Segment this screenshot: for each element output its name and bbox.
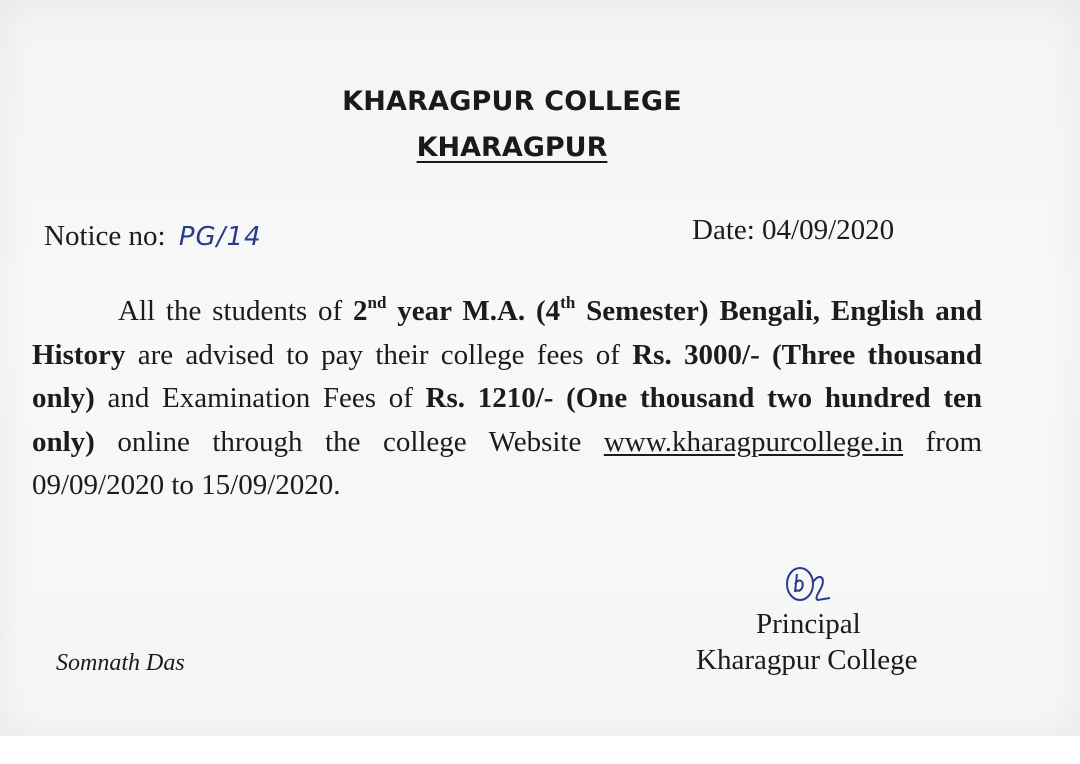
college-website-link[interactable]: www.kharagpurcollege.in (603, 425, 904, 458)
body-subjects: Semester) Bengali, English and History (32, 295, 982, 371)
body-exam-label: and Examination Fees of (94, 382, 426, 414)
notice-date: Date: 04/09/2020 (692, 214, 895, 246)
notice-number-line (44, 220, 262, 253)
body-online: online through the college Website (94, 425, 604, 458)
body-year-sup: nd (367, 293, 387, 312)
body-course: year M.A. (4 (386, 295, 561, 327)
notice-label: Notice no: (44, 220, 166, 252)
body-intro: All the students of (118, 295, 354, 327)
body-advice: are advised to pay their college fees of (125, 338, 633, 371)
college-city-text: KHARAGPUR (416, 132, 608, 163)
notice-number-handwritten: PG/14 (178, 222, 262, 252)
body-dates: from 09/09/2020 to 15/09/2020. (32, 425, 983, 501)
body-college-fees: Rs. 3000/- (Three thousand only) (32, 338, 982, 414)
bottom-margin (0, 736, 1080, 764)
body-semester-sup: th (560, 293, 576, 312)
body-year-number: 2 (353, 295, 368, 327)
college-name-heading: KHARAGPUR COLLEGE (342, 86, 682, 117)
principal-organization: Kharagpur College (696, 644, 918, 676)
notice-body (32, 290, 982, 508)
principal-signature-icon (780, 564, 836, 608)
college-city-heading (0, 132, 1024, 163)
body-exam-fees: Rs. 1210/- (One thousand two hundred ten only) (32, 382, 983, 458)
prepared-by-name: Somnath Das (56, 650, 185, 676)
principal-title: Principal (756, 608, 861, 640)
